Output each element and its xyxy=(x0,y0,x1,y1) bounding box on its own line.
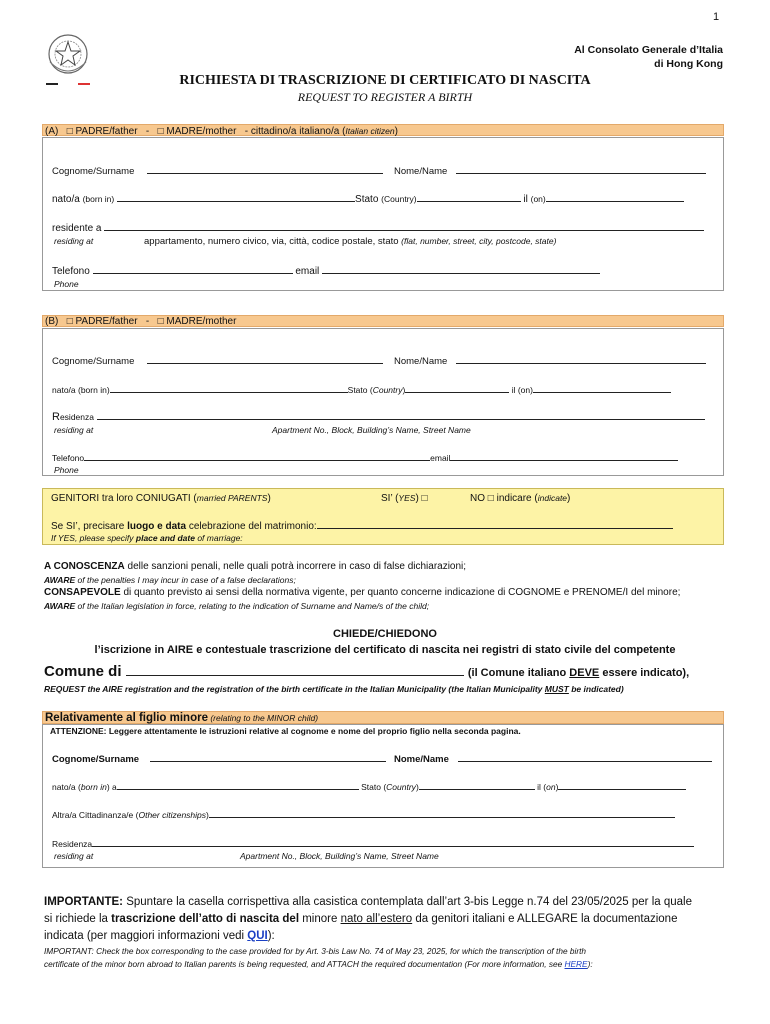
a-state-label: Stato xyxy=(355,194,379,205)
a-residence-en: residing at xyxy=(54,236,94,246)
a-born-field[interactable] xyxy=(117,192,355,202)
married-no-label: NO □ indicare ( xyxy=(470,493,538,504)
comune-row xyxy=(44,663,689,680)
section-b-mother-checkbox[interactable]: □ MADRE/mother xyxy=(157,316,237,327)
b-phone-row xyxy=(52,451,678,463)
b-residence-label: esidenza xyxy=(59,412,94,422)
awareness-1-text: delle sanzioni penali, nelle quali potrà incorrere in caso di false dichiarazioni; xyxy=(124,561,467,572)
a-on-label: il xyxy=(523,194,528,205)
section-a-father-checkbox[interactable]: □ PADRE/father xyxy=(66,126,138,137)
child-name-row xyxy=(394,752,712,765)
b-on-label: il (on) xyxy=(511,385,533,395)
child-state-field[interactable] xyxy=(419,780,535,790)
important-en2-post: ): xyxy=(587,959,593,969)
awareness-4 xyxy=(44,601,429,611)
section-a-mother-checkbox[interactable]: □ MADRE/mother xyxy=(157,126,237,137)
child-state-close: ) xyxy=(415,782,419,792)
a-state-en: (Country) xyxy=(381,194,417,204)
b-name-field[interactable] xyxy=(456,354,706,364)
section-b-prefix: (B) xyxy=(45,316,59,327)
awareness-1 xyxy=(44,561,466,572)
married-no-close: ) xyxy=(567,493,571,504)
b-born-field[interactable] xyxy=(110,383,348,393)
comune-note-post: essere indicato), xyxy=(599,667,690,679)
request-line: l’iscrizione in AIRE e contestuale trascrizione del certificato di nascita nei registri di stato civile del competente xyxy=(94,644,676,656)
child-header-en: (relating to the MINOR child) xyxy=(207,713,319,723)
a-address-hint-en: (flat, number, street, city, postcode, state) xyxy=(401,236,557,246)
b-state-en: Country xyxy=(372,385,403,395)
important-en2-pre: certificate of the minor born abroad to Italian parents is being requested, and ATTACH the required documentation (For more information, see xyxy=(44,959,565,969)
awareness-4-bold: AWARE xyxy=(44,601,76,611)
a-born-label: nato/a xyxy=(52,194,80,205)
section-a-citizen-close: ) xyxy=(394,126,398,137)
b-phone-en: Phone xyxy=(54,465,79,475)
awareness-1-bold: A CONOSCENZA xyxy=(44,561,125,572)
page-number: 1 xyxy=(713,11,720,23)
important-en2 xyxy=(44,959,593,969)
a-email-field[interactable] xyxy=(322,264,600,274)
child-citizenship-row xyxy=(52,808,675,820)
comune-label: Comune di xyxy=(44,663,122,680)
important-line1 xyxy=(44,896,692,908)
child-name-label: Nome/Name xyxy=(394,754,449,765)
marriage-details-field[interactable] xyxy=(317,519,673,529)
b-state-close: ) xyxy=(402,385,406,395)
important-line2 xyxy=(44,913,677,925)
marriage-details-en xyxy=(51,533,243,543)
important-text2-abroad: nato all’estero xyxy=(340,913,413,925)
married-no-checkbox[interactable] xyxy=(470,493,570,504)
child-on-en: on xyxy=(546,782,556,792)
a-surname-row xyxy=(52,164,383,177)
child-header xyxy=(42,711,724,724)
section-a-dash: - xyxy=(145,126,150,137)
awareness-4-text: of the Italian legislation in force, relating to the indication of Surname and Name/s of the child; xyxy=(75,601,430,611)
child-state-label: Stato ( xyxy=(361,782,387,792)
child-surname-field[interactable] xyxy=(150,752,386,762)
marriage-details-row xyxy=(51,519,673,532)
b-residence-en: residing at xyxy=(54,425,94,435)
marriage-place-date: luogo e data xyxy=(127,521,187,532)
important-label: IMPORTANTE: xyxy=(44,896,124,908)
request-en-post: be indicated) xyxy=(568,684,624,694)
a-address-hint-it: appartamento, numero civico, via, città, codice postale, stato xyxy=(144,236,399,247)
marriage-if-yes: Se SI’, precisare xyxy=(51,521,128,532)
awareness-2-text: of the penalties I may incur in case of a false declarations; xyxy=(75,575,296,585)
section-a-citizen: - cittadino/a italiano/a ( xyxy=(244,126,346,137)
a-on-en: (on) xyxy=(530,194,546,204)
a-born-en: (born in) xyxy=(82,194,115,204)
child-address-hint: Apartment No., Block, Building’s Name, Street Name xyxy=(240,851,439,861)
section-b-father-checkbox[interactable]: □ PADRE/father xyxy=(66,316,138,327)
a-surname-field[interactable] xyxy=(147,164,383,174)
more-info-link-en[interactable]: HERE xyxy=(564,959,588,969)
married-yes-label: SI’ ( xyxy=(381,493,399,504)
b-born-row xyxy=(52,383,671,395)
married-label-en: married PARENTS xyxy=(196,493,268,503)
section-a-citizen-en: Italian citizen xyxy=(345,126,395,136)
important-text1: Spuntare la casella corrispettiva alla casistica contemplata dall’art 3-bis Legge n.74 del 23/05/2025 per la quale xyxy=(123,896,692,908)
marriage-celebration: celebrazione del matrimonio: xyxy=(186,521,317,532)
child-surname-label: Cognome/Surname xyxy=(52,754,140,765)
recipient-line2: di Hong Kong xyxy=(654,58,723,70)
b-name-row xyxy=(394,354,706,367)
a-address-hint xyxy=(144,236,556,247)
a-email-label: email xyxy=(295,266,320,277)
a-phone-label: Telefono xyxy=(52,266,90,277)
section-b-dash: - xyxy=(145,316,150,327)
marriage-of-marriage-en: of marriage: xyxy=(194,533,243,543)
b-address-hint: Apartment No., Block, Building’s Name, Street Name xyxy=(272,425,471,435)
married-yes-box: ) □ xyxy=(415,493,428,504)
page-subtitle: REQUEST TO REGISTER A BIRTH xyxy=(297,90,473,104)
a-phone-field[interactable] xyxy=(93,264,293,274)
b-surname-row xyxy=(52,354,383,367)
important-text2-post: da genitori italiani e ALLEGARE la documentazione xyxy=(412,913,678,925)
child-on-field[interactable] xyxy=(555,780,686,792)
awareness-3 xyxy=(44,587,680,598)
b-residence-row xyxy=(52,410,705,423)
a-residence-label: residente a xyxy=(52,223,102,234)
a-residence-row xyxy=(52,221,704,234)
child-born-row xyxy=(52,780,686,792)
a-name-label: Nome/Name xyxy=(394,166,448,177)
request-en-pre: REQUEST the AIRE registration and the registration of the birth certificate in the Italian Municipality (the Italian Municipality xyxy=(44,684,545,694)
important-text2-bold: trascrizione dell’atto di nascita del xyxy=(111,913,300,925)
request-heading: CHIEDE/CHIEDONO xyxy=(333,628,437,640)
married-yes-checkbox[interactable] xyxy=(381,493,428,504)
recipient xyxy=(574,43,723,71)
awareness-2 xyxy=(44,575,296,585)
request-en xyxy=(44,684,624,694)
child-residence-label: Residenza xyxy=(52,839,93,849)
comune-note-pre: (il Comune italiano xyxy=(467,667,570,679)
child-born-en: born in xyxy=(80,782,107,792)
child-citizenship-close: ) xyxy=(206,810,209,820)
child-surname-row xyxy=(52,752,386,765)
child-residence-field[interactable] xyxy=(92,837,694,847)
marriage-if-yes-en: If YES, please specify xyxy=(51,533,136,543)
married-label-close: ) xyxy=(267,493,271,504)
more-info-link[interactable]: QUI xyxy=(247,930,268,942)
a-born-row xyxy=(52,192,684,205)
awareness-3-bold: CONSAPEVOLE xyxy=(44,587,121,598)
a-phone-row xyxy=(52,264,600,277)
marriage-place-date-en: place and date xyxy=(135,533,195,543)
child-citizenship-en: Other citizenships xyxy=(138,810,207,820)
a-name-row xyxy=(394,164,706,177)
section-b-header xyxy=(42,315,724,327)
b-residence-initial: R xyxy=(52,411,60,423)
child-citizenship-field[interactable] xyxy=(209,808,675,818)
married-label: GENITORI tra loro CONIUGATI ( xyxy=(51,493,197,504)
important-text2-pre: si richiede la xyxy=(44,913,112,925)
comune-note-must: DEVE xyxy=(569,667,600,679)
a-phone-en: Phone xyxy=(54,279,79,289)
a-name-field[interactable] xyxy=(456,164,706,174)
child-residence-row xyxy=(52,837,694,849)
child-on-label: il ( xyxy=(537,782,547,792)
b-email-label: email xyxy=(430,453,451,463)
b-state-field[interactable] xyxy=(405,383,509,393)
b-surname-field[interactable] xyxy=(147,354,383,364)
a-residence-field[interactable] xyxy=(104,221,704,231)
b-residence-field[interactable] xyxy=(97,410,705,420)
page-title: RICHIESTA DI TRASCRIZIONE DI CERTIFICATO DI NASCITA xyxy=(179,73,591,88)
b-on-field[interactable] xyxy=(533,383,671,393)
b-surname-label: Cognome/Surname xyxy=(52,356,135,367)
child-state-en: Country xyxy=(386,782,416,792)
b-born-label: nato/a (born in) xyxy=(52,385,110,395)
awareness-3-text: di quanto previsto ai sensi della normativa vigente, per quanto concerne indicazione di COGNOME e PRENOME/I del minore; xyxy=(120,587,681,598)
child-on-close: ) xyxy=(555,782,559,792)
married-no-en: indicate xyxy=(537,493,568,503)
important-text3-pre: indicata (per maggiori informazioni vedi xyxy=(44,930,248,942)
important-line3 xyxy=(44,930,275,942)
child-born-label: nato/a ( xyxy=(52,782,81,792)
married-yes-en: YES xyxy=(398,493,416,503)
a-surname-label: Cognome/Surname xyxy=(52,166,135,177)
child-born-close: ) a xyxy=(106,782,117,792)
married-row xyxy=(51,493,271,504)
a-on-field[interactable] xyxy=(546,192,684,202)
important-text3-post: ): xyxy=(267,930,275,942)
child-residence-en: residing at xyxy=(54,851,94,861)
important-en1: IMPORTANT: Check the box corresponding to the case provided for by Art. 3-bis Law No. 74 of May 23, 2025, for which the transcription of the birth xyxy=(44,946,587,956)
recipient-line1: Al Consolato Generale d’Italia xyxy=(574,44,723,56)
a-state-field[interactable] xyxy=(417,192,521,202)
awareness-2-bold: AWARE xyxy=(44,575,76,585)
b-email-field[interactable] xyxy=(450,451,678,461)
child-born-field[interactable] xyxy=(117,780,359,790)
important-text2-mid: minore xyxy=(299,913,341,925)
section-a-header xyxy=(42,124,724,136)
child-citizenship-label: Altra/a Cittadinanza/e ( xyxy=(52,810,139,820)
request-en-must: MUST xyxy=(544,684,569,694)
child-name-field[interactable] xyxy=(458,752,712,762)
section-a-prefix: (A) xyxy=(45,126,59,137)
b-phone-label: Telefono xyxy=(52,453,85,463)
b-state-label: Stato ( xyxy=(347,385,373,395)
child-attention: ATTENZIONE: Leggere attentamente le istruzioni relative al cognome e nome del proprio figlio nella seconda pagina. xyxy=(50,726,521,736)
b-phone-field[interactable] xyxy=(84,451,430,461)
child-header-label: Relativamente al figlio minore xyxy=(45,712,208,724)
b-name-label: Nome/Name xyxy=(394,356,448,367)
comune-field[interactable] xyxy=(126,663,464,676)
